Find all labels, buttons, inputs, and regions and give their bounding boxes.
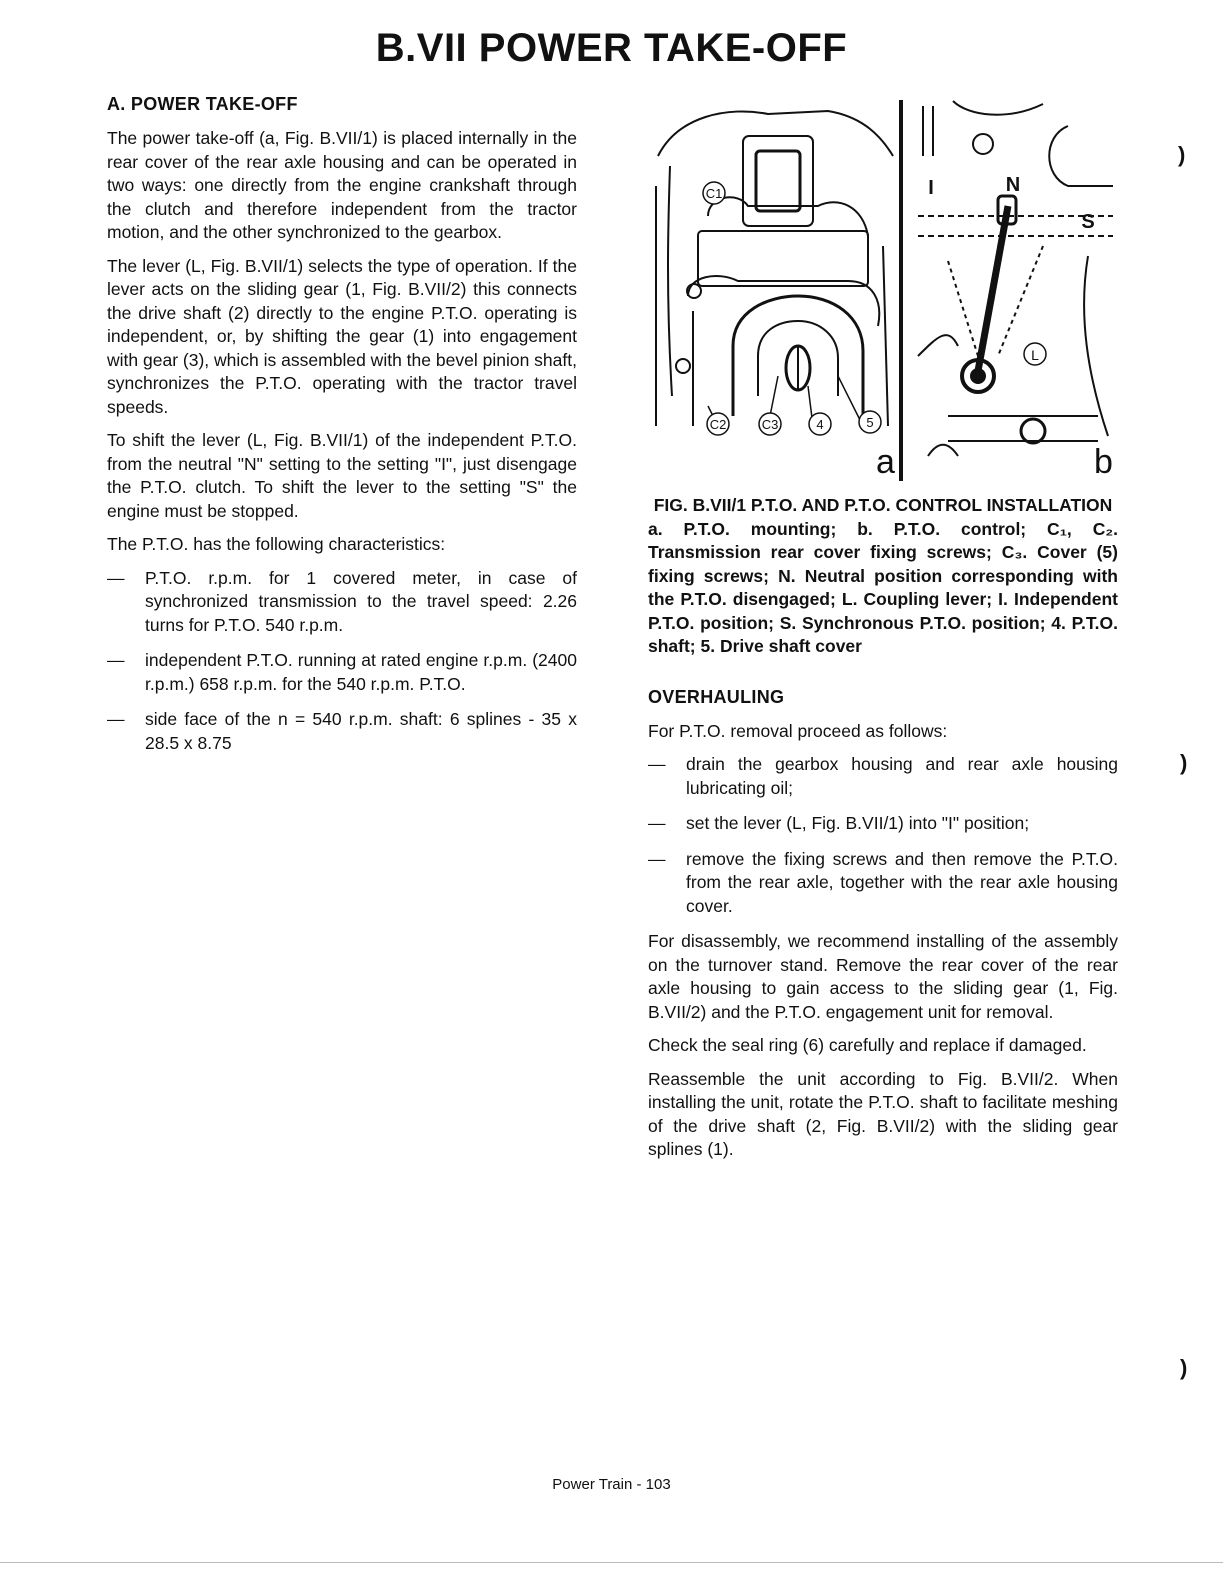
callout-c3: C3 (761, 417, 779, 432)
paragraph: The power take-off (a, Fig. B.VII/1) is placed internally in the rear cover of the rear axle housing and can be operated in two ways: one directly from the engine crankshaft through the clutch and therefore independent from the tractor motion, and the other synchronized to the gearbox. (107, 128, 577, 242)
page-edge-rule (0, 1562, 1223, 1563)
callout-synchronous: S (1081, 211, 1095, 233)
list-item (107, 708, 577, 755)
list-item-text: P.T.O. r.p.m. for 1 covered meter, in case of synchronized transmission to the travel speed: 2.26 turns for P.T.O. 540 r.p.m. (145, 567, 577, 635)
dash-bullet: — (107, 650, 125, 670)
list-item (107, 649, 577, 696)
panel-a-pto-mounting (653, 106, 898, 441)
callout-5: 5 (866, 415, 874, 430)
margin-mark: ) (1178, 142, 1186, 167)
right-column (648, 494, 1118, 1172)
callout-lever: L (1031, 347, 1039, 363)
figure-caption-legend: a. P.T.O. mounting; b. P.T.O. control; C₁, C₂. Transmission rear cover fixing screws; C₃. Cover (5) fixing screws; N. Neutral position corresponding with the P.T.O. disengaged; L. Coupling lever; I. Independent P.T.O. position; S. Synchronous P.T.O. position; 4. P.T.O. shaft; 5. Drive shaft cover (648, 518, 1118, 656)
callout-c1: C1 (705, 186, 723, 201)
page-title: B.VII POWER TAKE-OFF (375, 26, 848, 70)
list-item-text: side face of the n = 540 r.p.m. shaft: 6 splines - 35 x 28.5 x 8.75 (145, 709, 577, 753)
page-footer: Power Train - 103 (552, 1476, 671, 1493)
list-item (648, 848, 1118, 919)
panel-label-a: a (876, 443, 895, 481)
paragraph: The P.T.O. has the following characteristics: (107, 534, 446, 554)
section-heading-pto: A. POWER TAKE-OFF (107, 94, 298, 114)
dash-bullet: — (107, 709, 125, 729)
section-heading-overhauling: OVERHAULING (648, 686, 785, 707)
dash-bullet: — (107, 567, 125, 588)
callout-c2: C2 (709, 417, 727, 432)
figure-drawing (648, 96, 1118, 481)
list-item-text: independent P.T.O. running at rated engine r.p.m. (2400 r.p.m.) 658 r.p.m. for the 540 r.p.m. P.T.O. (145, 650, 577, 694)
panel-label-b: b (1094, 443, 1113, 481)
figure-pto-installation (648, 96, 1118, 481)
list-item (648, 812, 1118, 836)
callout-neutral: N (1005, 174, 1021, 196)
dash-bullet: — (648, 813, 666, 833)
list-item-text: set the lever (L, Fig. B.VII/1) into "I" position; (686, 813, 1030, 833)
dash-bullet: — (648, 848, 666, 869)
paragraph: Check the seal ring (6) carefully and replace if damaged. (648, 1035, 1087, 1055)
paragraph: Reassemble the unit according to Fig. B.VII/2. When installing the unit, rotate the P.T.O. shaft to facilitate meshing of the drive shaft (2, Fig. B.VII/2) with the sliding gear splines (1). (648, 1068, 1118, 1159)
figure-caption-title: FIG. B.VII/1 P.T.O. AND P.T.O. CONTROL INSTALLATION (653, 495, 1113, 515)
paragraph: To shift the lever (L, Fig. B.VII/1) of the independent P.T.O. from the neutral "N" setting to the setting "I", just disengage the P.T.O. clutch. To shift the lever to the setting "S" the engine must be stopped. (107, 430, 577, 521)
paragraph: The lever (L, Fig. B.VII/1) selects the type of operation. If the lever acts on the sliding gear (1, Fig. B.VII/2) this connects the drive shaft (2) directly to the engine P.T.O. operating is independent, or, by shifting the gear (1) into engagement with gear (3), which is assembled with the bevel pinion shaft, synchronizes the P.T.O. operating with the tractor travel speeds. (107, 255, 577, 417)
list-item (648, 753, 1118, 800)
panel-b-callouts (928, 174, 1094, 365)
margin-mark: ) (1180, 1355, 1188, 1380)
list-item-text: drain the gearbox housing and rear axle housing lubricating oil; (686, 754, 1118, 798)
callout-independent: I (928, 177, 934, 199)
list-item-text: remove the fixing screws and then remove the P.T.O. from the rear axle, together with the rear axle housing cover. (686, 848, 1118, 916)
list-item (107, 567, 577, 638)
dash-bullet: — (648, 754, 666, 774)
panel-b-pto-control (918, 101, 1113, 456)
paragraph: For disassembly, we recommend installing of the assembly on the turnover stand. Remove the rear cover of the rear axle housing to gain access to the sliding gear (1, Fig. B.VII/2) and the P.T.O. engagement unit for removal. (648, 931, 1118, 1022)
panel-a-callouts (703, 182, 881, 435)
callout-4: 4 (816, 417, 824, 432)
figure-caption (648, 494, 1118, 659)
paragraph: For P.T.O. removal proceed as follows: (648, 720, 948, 741)
left-column (107, 94, 577, 767)
margin-mark: ) (1180, 750, 1188, 775)
